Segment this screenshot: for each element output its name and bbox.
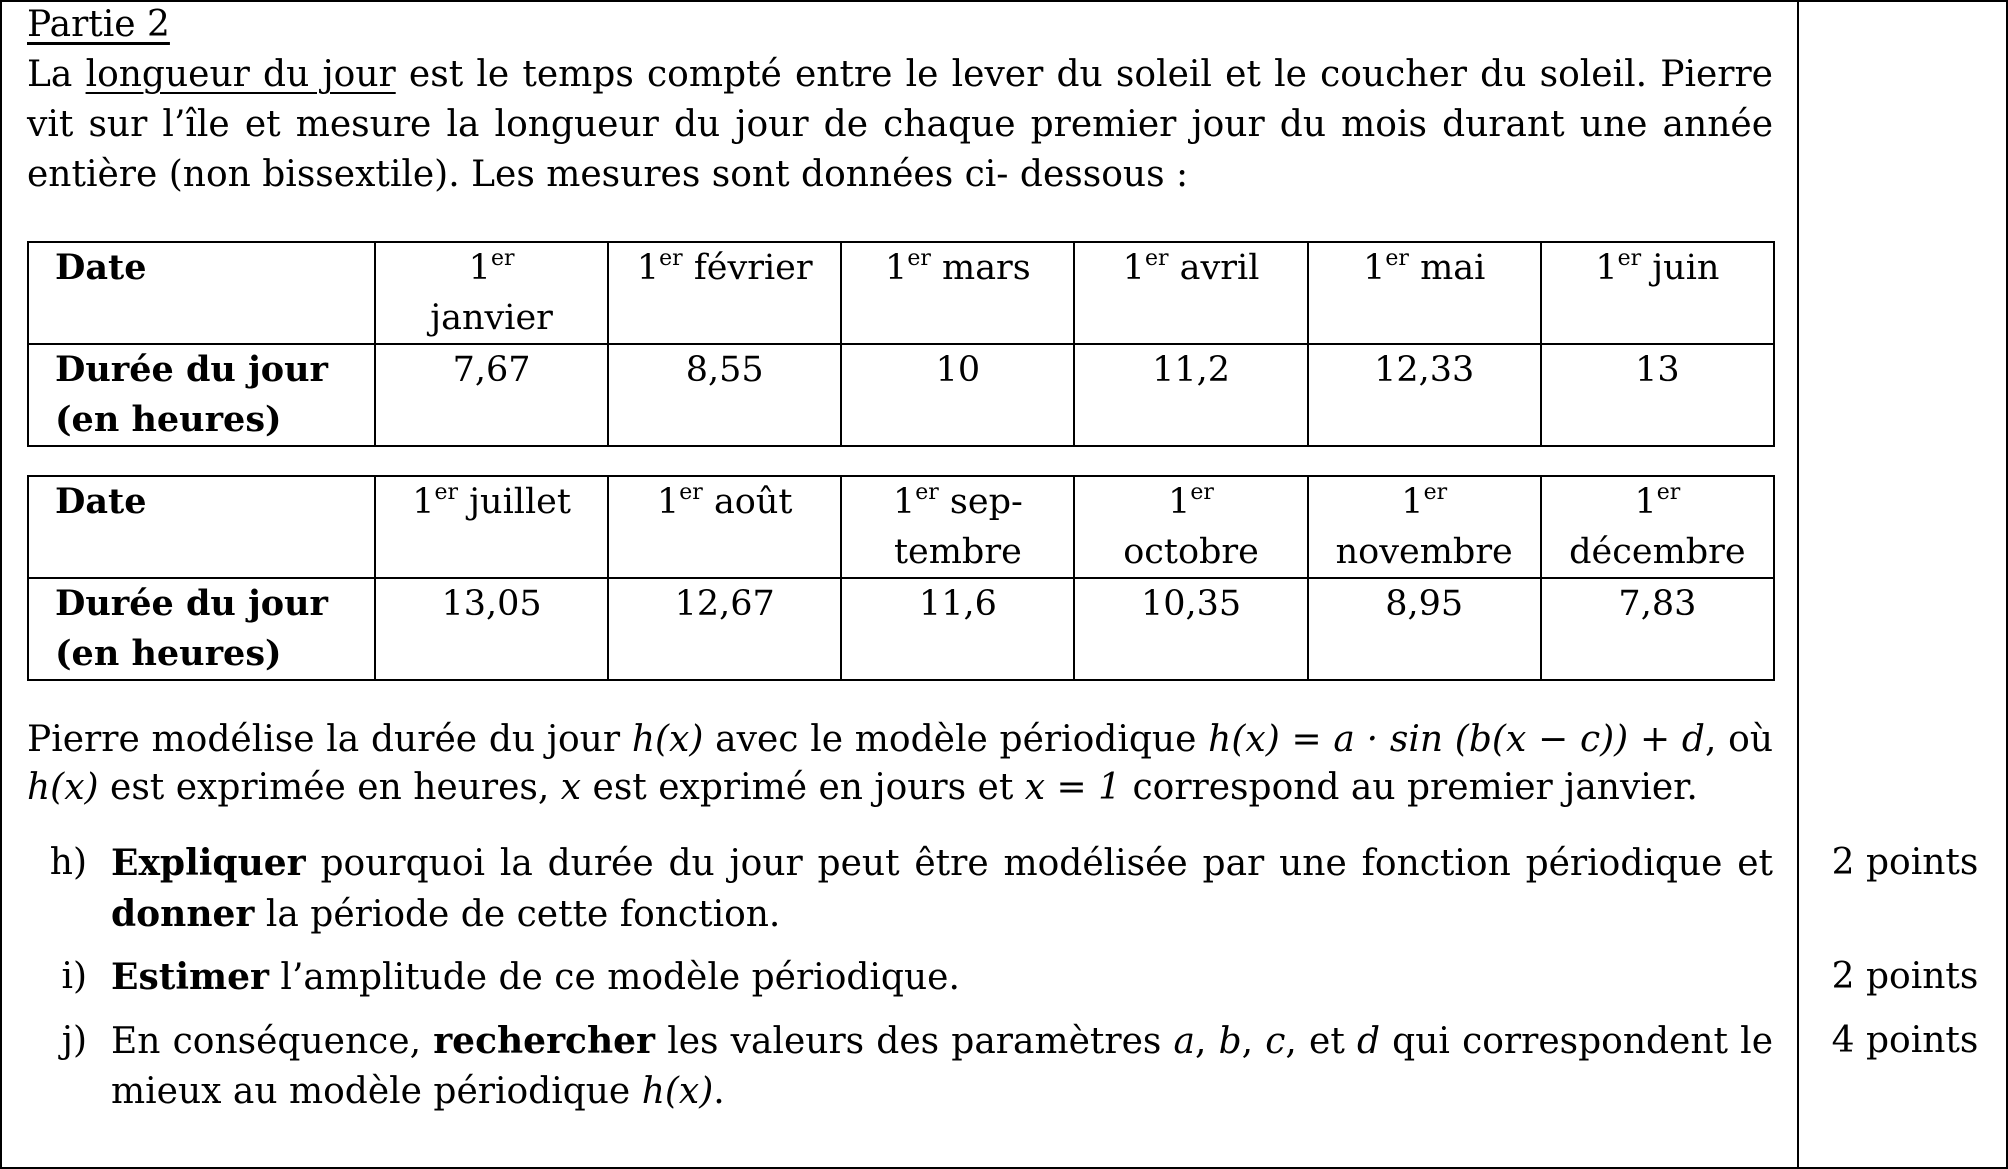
date-header: Date bbox=[28, 242, 375, 344]
duration-value: 8,95 bbox=[1308, 578, 1541, 680]
model-formula: h(x) = a · sin (b(x − c)) + d bbox=[1208, 719, 1705, 760]
question-text: En conséquence, rechercher les valeurs des paramètres a, b, c, et d qui correspondent le mieux au modèle périodique h(x). bbox=[111, 1020, 1773, 1112]
duration-value: 13,05 bbox=[375, 578, 608, 680]
date-cell: 1er janvier bbox=[375, 242, 608, 344]
date-cell: 1er février bbox=[608, 242, 841, 344]
points-column-divider bbox=[1797, 0, 1799, 1169]
month-label: sep-tembre bbox=[893, 482, 1023, 572]
duration-header: Durée du jour (en heures) bbox=[28, 578, 375, 680]
month-label: juin bbox=[1652, 248, 1720, 288]
intro-text-end: est le temps compté entre le lever du soleil et le coucher du soleil. Pierre vit sur l’île et mesure la longueur du jour de chaque premier jour du mois durant une année entière (non bissextile). Les mesures sont données ci- dessous : bbox=[27, 54, 1773, 195]
question-label: h) bbox=[49, 842, 87, 883]
duration-header: Durée du jour (en heures) bbox=[28, 344, 375, 446]
intro-underlined-term: longueur du jour bbox=[85, 54, 396, 95]
points-label: 2 points bbox=[1831, 956, 1979, 997]
date-cell: 1er décembre bbox=[1541, 476, 1774, 578]
date-cell: 1er juin bbox=[1541, 242, 1774, 344]
data-table-2 bbox=[27, 475, 1775, 681]
month-label: novembre bbox=[1335, 532, 1513, 572]
date-header: Date bbox=[28, 476, 375, 578]
intro-text-start: La bbox=[27, 54, 86, 95]
date-cell: 1er mars bbox=[841, 242, 1074, 344]
model-paragraph: Pierre modélise la durée du jour h(x) avec le modèle périodique h(x) = a · sin (b(x − c)) + d, où h(x) est exprimée en heures, x est exprimé en jours et x = 1 correspond au premier janvier. bbox=[27, 719, 1774, 808]
month-label: mars bbox=[942, 248, 1031, 288]
question-label: j) bbox=[61, 1020, 87, 1061]
month-label: juillet bbox=[469, 482, 571, 522]
date-cell: 1er mai bbox=[1308, 242, 1541, 344]
data-table-1 bbox=[27, 241, 1775, 447]
duration-value: 11,6 bbox=[841, 578, 1074, 680]
duration-value: 7,83 bbox=[1541, 578, 1774, 680]
month-label: février bbox=[693, 248, 813, 288]
month-label: mai bbox=[1420, 248, 1486, 288]
question-text: Expliquer pourquoi la durée du jour peut être modélisée par une fonction périodique et donner la période de cette fonction. bbox=[111, 842, 1773, 935]
duration-value: 12,33 bbox=[1308, 344, 1541, 446]
date-cell: 1er sep-tembre bbox=[841, 476, 1074, 578]
date-cell: 1er juillet bbox=[375, 476, 608, 578]
date-cell: 1er octobre bbox=[1074, 476, 1307, 578]
points-label: 4 points bbox=[1831, 1020, 1979, 1061]
function-h-x: h(x) bbox=[631, 719, 704, 760]
section-title: Partie 2 bbox=[27, 4, 170, 45]
duration-value: 10 bbox=[841, 344, 1074, 446]
date-cell: 1er novembre bbox=[1308, 476, 1541, 578]
duration-value: 13 bbox=[1541, 344, 1774, 446]
intro-paragraph bbox=[27, 50, 1773, 200]
date-cell: 1er avril bbox=[1074, 242, 1307, 344]
duration-value: 12,67 bbox=[608, 578, 841, 680]
month-label: décembre bbox=[1569, 532, 1746, 572]
duration-value: 11,2 bbox=[1074, 344, 1307, 446]
duration-value: 7,67 bbox=[375, 344, 608, 446]
month-label: août bbox=[713, 482, 793, 522]
points-label: 2 points bbox=[1831, 842, 1979, 883]
month-label: avril bbox=[1179, 248, 1260, 288]
question-text: Estimer l’amplitude de ce modèle périodique. bbox=[111, 956, 960, 998]
question-label: i) bbox=[61, 956, 87, 997]
duration-value: 10,35 bbox=[1074, 578, 1307, 680]
date-cell: 1er août bbox=[608, 476, 841, 578]
duration-value: 8,55 bbox=[608, 344, 841, 446]
month-label: octobre bbox=[1123, 532, 1259, 572]
month-label: janvier bbox=[430, 298, 553, 338]
